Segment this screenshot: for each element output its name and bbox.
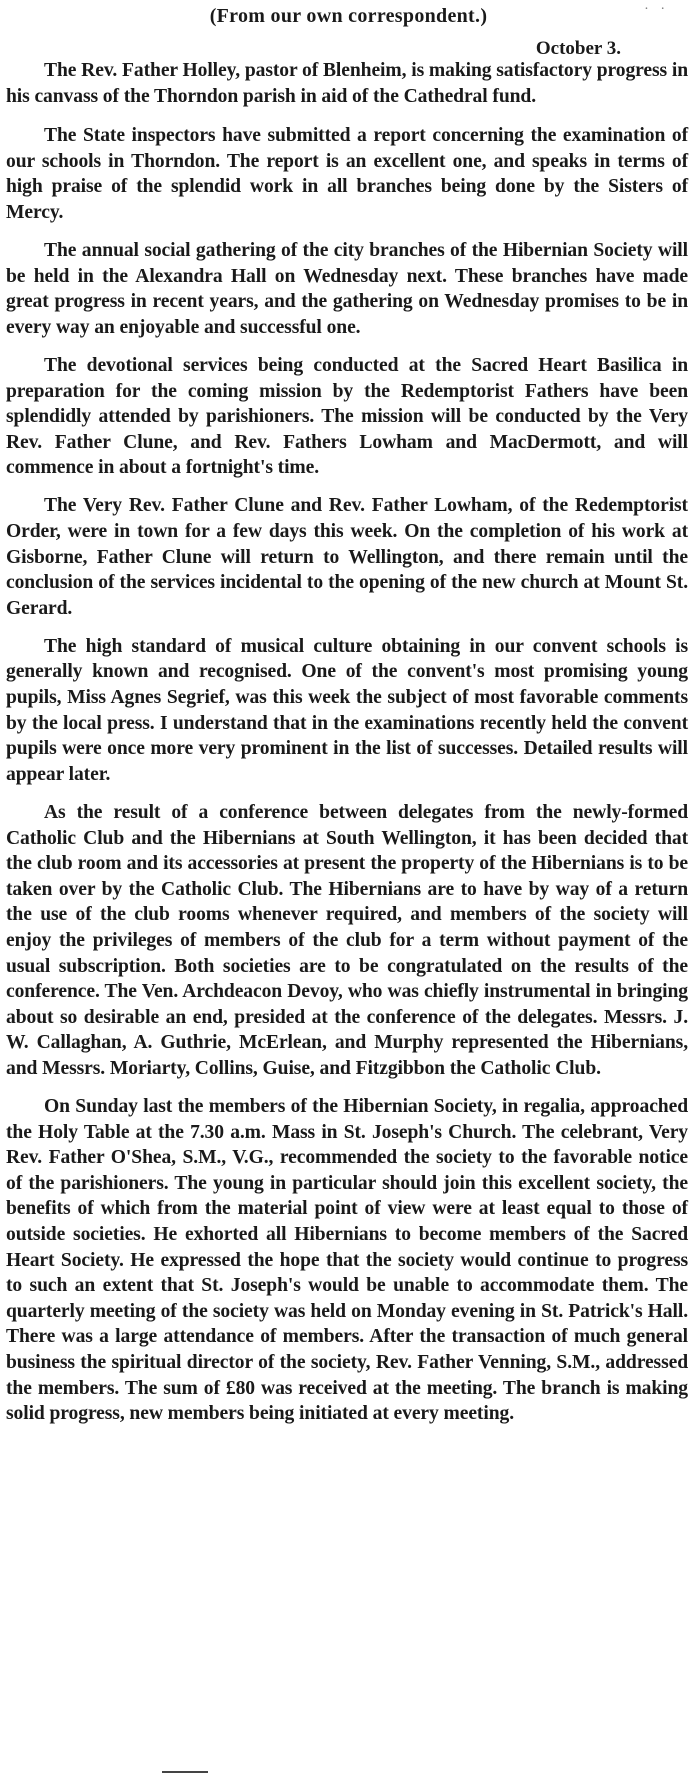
paragraph-catholic-club: As the result of a conference between delegates from the newly-formed Catholic Club and the Hibernians at South Wellington, it has been decided that the club room and its accessories at present the property of the Hibernians is to be taken over by the Catholic Club. The Hibernians are to have by way of a return the use of the club rooms whenever required, and members of the society will enjoy the privileges of members of the club for a term without payment of the usual subscription. Both societies are to be congratulated on the results of the conference. The Ven. Archdeacon Devoy, who was chiefly instrumental in bringing about so desirable an end, presided at the conference of the delegates. Messrs. J. W. Callaghan, A. Guthrie, McErlean, and Murphy represented the Hibernians, and Messrs. Moriarty, Collins, Guise, and Fitzgibbon the Catholic Club. — [6, 801, 688, 1079]
dateline: October 3. — [535, 38, 621, 59]
paragraph-social-gathering: The annual social gathering of the city branches of the Hibernian Society will be held in the Alexandra Hall on Wednesday next. These branches have made great progress in recent years, and the gathering on Wednesday promises to be in every way an enjoyable and successful one. — [6, 240, 688, 338]
paragraph-devotional-services: The devotional services being conducted at the Sacred Heart Basilica in preparation for the coming mission by the Redemptorist Fathers have been splendidly attended by parishioners. The mission will be conducted by the Very Rev. Father Clune, and Rev. Fathers Lowham and MacDermott, and will commence in about a fortnight's time. — [6, 354, 688, 479]
print-speckle: · · — [644, 2, 669, 17]
paragraph-father-holley: The Rev. Father Holley, pastor of Blenheim, is making satisfactory progress in his canvass of the Thorndon parish in aid of the Cathedral fund. — [6, 60, 688, 107]
paragraph-father-clune: The Very Rev. Father Clune and Rev. Father Lowham, of the Redemptorist Order, were in town for a few days this week. On the completion of his work at Gisborne, Father Clune will return to Wellington, and there remain until the conclusion of the services incidental to the opening of the new church at Mount St. Gerard. — [6, 495, 688, 619]
paragraph-musical-culture: The high standard of musical culture obtaining in our convent schools is generally known and recognised. One of the convent's most promising young pupils, Miss Agnes Segrief, was this week the subject of most favorable comments by the local press. I understand that in the examinations recently held the convent pupils were once more very prominent in the list of successes. Detailed results will appear later. — [6, 635, 688, 785]
correspondent-heading: (From our own correspondent.) — [209, 5, 488, 27]
paragraph-hibernian-society: On Sunday last the members of the Hibernian Society, in regalia, approached the Holy Table at the 7.30 a.m. Mass in St. Joseph's Church. The celebrant, Very Rev. Father O'Shea, S.M., V.G., recommended the society to the favorable notice of the parishioners. The young in particular should join this excellent society, the benefits of which from the material point of view were at least equal to those of outside societies. He exhorted all Hibernians to become members of the Sacred Heart Society. He expressed the hope that the society would continue to progress to such an extent that St. Joseph's would be unable to accommodate them. The quarterly meeting of the society was held on Monday evening in St. Patrick's Hall. There was a large attendance of members. After the transaction of much general business the spiritual director of the society, Rev. Father Venning, S.M., addressed the members. The sum of £80 was received at the meeting. The branch is making solid progress, new members being initiated at every meeting. — [6, 1095, 688, 1425]
column-rule — [162, 1771, 208, 1773]
paragraph-state-inspectors: The State inspectors have submitted a report concerning the examination of our schools in Thorndon. The report is an excellent one, and speaks in terms of high praise of the splendid work in all branches being done by the Sisters of Mercy. — [6, 125, 688, 223]
